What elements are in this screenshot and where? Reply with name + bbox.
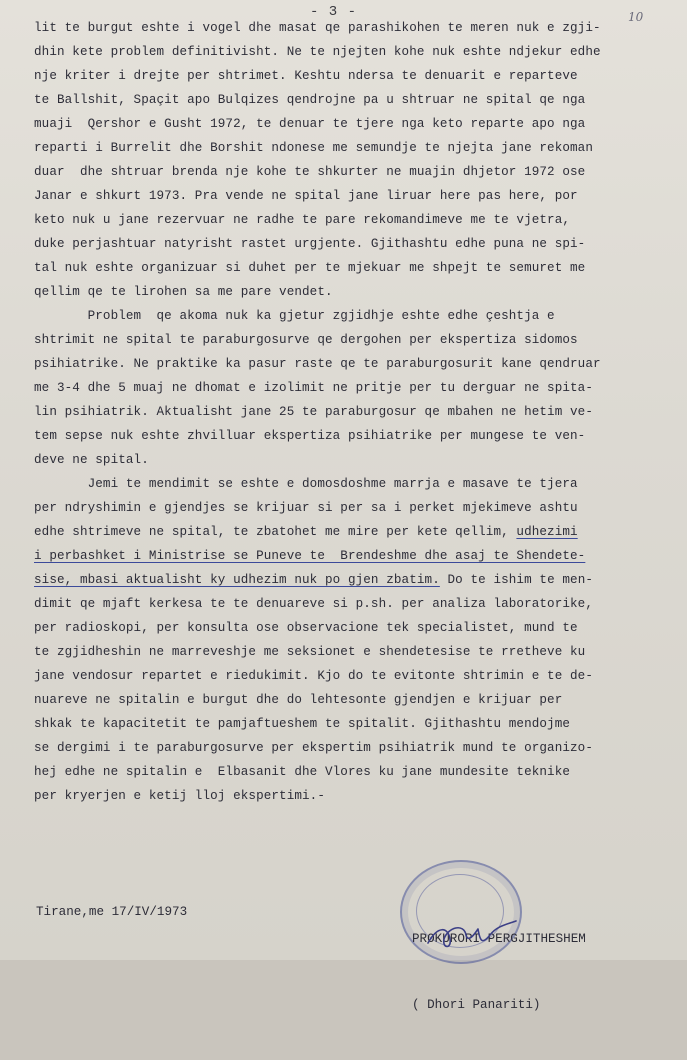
letter-body: [34, 16, 684, 808]
text-line: [34, 664, 684, 688]
place-and-date: Tirane,me 17/IV/1973: [36, 905, 188, 919]
underlined-text: udhezimi: [516, 525, 578, 539]
text-line: [34, 472, 684, 496]
line-text: se dergimi i te paraburgosurve per ekspertim psihiatrik mund te organizo-: [34, 741, 593, 755]
text-line: [34, 304, 684, 328]
text-line: [34, 232, 684, 256]
text-line: [34, 688, 684, 712]
page-number: - 3 -: [310, 4, 358, 20]
text-line: [34, 424, 684, 448]
line-text: edhe shtrimeve ne spital, te zbatohet me mire per kete qellim,: [34, 525, 517, 539]
line-text: duar dhe shtruar brenda nje kohe te shkurter ne muajin dhjetor 1972 ose: [34, 165, 586, 179]
text-line: [34, 520, 684, 544]
line-text: reparti i Burrelit dhe Borshit ndonese me semundje te njejta jane rekoman: [34, 141, 593, 155]
text-line: [34, 328, 684, 352]
line-text: shtrimit ne spital te paraburgosurve qe dergohen per ekspertiza sidomos: [34, 333, 578, 347]
text-line: [34, 760, 684, 784]
line-text: lit te burgut eshte i vogel dhe masat qe parashikohen te meren nuk e zgji-: [34, 21, 601, 35]
signatory-name: ( Dhori Panariti): [412, 998, 541, 1012]
text-line: [34, 136, 684, 160]
text-line: [34, 400, 684, 424]
line-text: psihiatrike. Ne praktike ka pasur raste qe te paraburgosurit kane qendruar: [34, 357, 601, 371]
line-text: duke perjashtuar natyrisht rastet urgjente. Gjithashtu edhe puna ne spi-: [34, 237, 586, 251]
line-text: Problem qe akoma nuk ka gjetur zgjidhje eshte edhe çeshtja e: [34, 309, 555, 323]
text-line: [34, 616, 684, 640]
line-text: te Ballshit, Spaçit apo Bulqizes qendrojne pa u shtruar ne spital qe nga: [34, 93, 586, 107]
text-line: [34, 16, 684, 40]
text-line: [34, 184, 684, 208]
text-line: [34, 784, 684, 808]
line-text: nuareve ne spitalin e burgut dhe do lehtesonte gjendjen e krijuar per: [34, 693, 563, 707]
line-text: per kryerjen e ketij lloj ekspertimi.-: [34, 789, 325, 803]
line-text: nje kriter i drejte per shtrimet. Keshtu ndersa te denuarit e reparteve: [34, 69, 578, 83]
line-text: dhin kete problem definitivisht. Ne te njejten kohe nuk eshte ndjekur edhe: [34, 45, 601, 59]
line-text-after: Do te ishim te men-: [439, 573, 594, 587]
text-line: [34, 544, 684, 568]
line-text: dimit qe mjaft kerkesa te te denuareve si p.sh. per analiza laboratorike,: [34, 597, 593, 611]
text-line: [34, 568, 684, 592]
text-line: [34, 712, 684, 736]
handwritten-signature: [420, 905, 530, 955]
folio-number: 10: [628, 10, 644, 24]
underlined-text: sise, mbasi aktualisht ky udhezim nuk po gjen zbatim.: [34, 573, 440, 587]
line-text: tal nuk eshte organizuar si duhet per te mjekuar me shpejt te semuret me: [34, 261, 586, 275]
text-line: [34, 208, 684, 232]
line-text: tem sepse nuk eshte zhvilluar ekspertiza psihiatrike per mungese te ven-: [34, 429, 586, 443]
text-line: [34, 736, 684, 760]
underlined-text: i perbashket i Ministrise se Puneve te Brendeshme dhe asaj te Shendete-: [34, 549, 586, 563]
text-line: [34, 40, 684, 64]
text-line: [34, 496, 684, 520]
text-line: [34, 448, 684, 472]
line-text: muaji Qershor e Gusht 1972, te denuar te tjere nga keto reparte apo nga: [34, 117, 586, 131]
line-text: per ndryshimin e gjendjes se krijuar si per sa i perket mjekimeve ashtu: [34, 501, 578, 515]
text-line: [34, 280, 684, 304]
text-line: [34, 112, 684, 136]
line-text: qellim qe te lirohen sa me pare vendet.: [34, 285, 333, 299]
signatory-title: PROKURORI PERGJITHESHEM: [412, 932, 586, 946]
text-line: [34, 160, 684, 184]
line-text: me 3-4 dhe 5 muaj ne dhomat e izolimit ne pritje per tu derguar ne spita-: [34, 381, 593, 395]
line-text: hej edhe ne spitalin e Elbasanit dhe Vlores ku jane mundesite teknike: [34, 765, 571, 779]
text-line: [34, 352, 684, 376]
line-text: lin psihiatrik. Aktualisht jane 25 te paraburgosur qe mbahen ne hetim ve-: [34, 405, 593, 419]
line-text: Janar e shkurt 1973. Pra vende ne spital jane liruar here pas here, por: [34, 189, 578, 203]
text-line: [34, 64, 684, 88]
text-line: [34, 592, 684, 616]
line-text: te zgjidheshin ne marreveshje me seksionet e shendetesise te rretheve ku: [34, 645, 586, 659]
line-text: keto nuk u jane rezervuar ne radhe te pare rekomandimeve me te vjetra,: [34, 213, 571, 227]
line-text: Jemi te mendimit se eshte e domosdoshme marrja e masave te tjera: [34, 477, 578, 491]
text-line: [34, 88, 684, 112]
line-text: deve ne spital.: [34, 453, 149, 467]
text-line: [34, 640, 684, 664]
line-text: per radioskopi, per konsulta ose observacione tek specialistet, mund te: [34, 621, 578, 635]
line-text: jane vendosur repartet e riedukimit. Kjo do te evitonte shtrimin e te de-: [34, 669, 593, 683]
text-line: [34, 256, 684, 280]
line-text: shkak te kapacitetit te pamjaftueshem te spitalit. Gjithashtu mendojme: [34, 717, 571, 731]
text-line: [34, 376, 684, 400]
